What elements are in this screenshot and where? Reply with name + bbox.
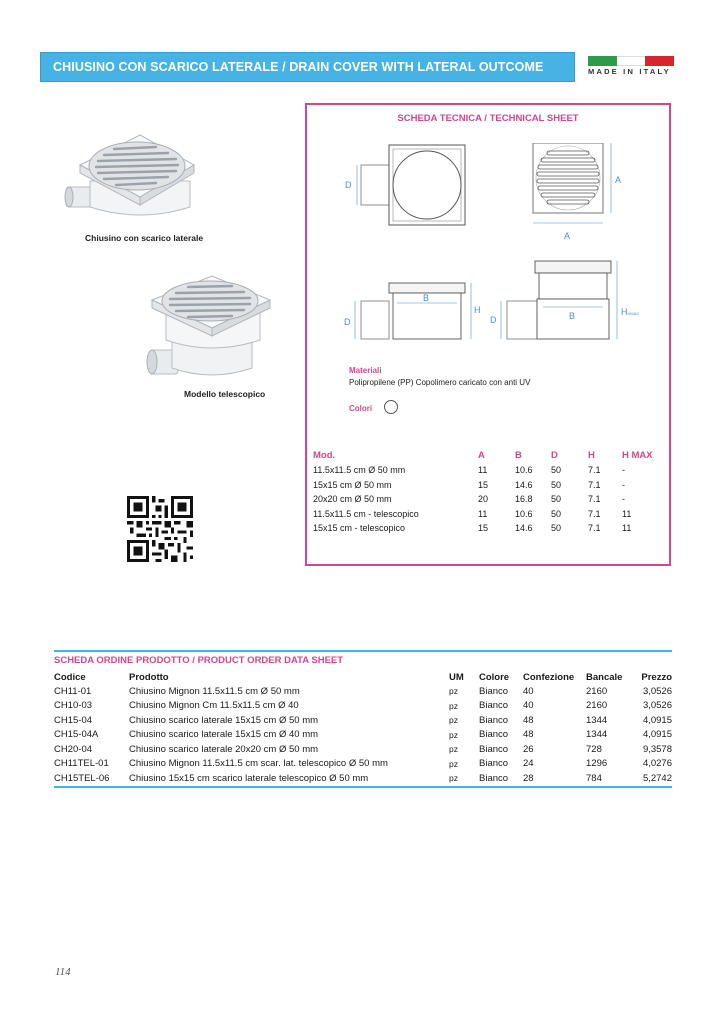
order-cell-code: CH11-01 [54, 685, 92, 697]
order-cell-product: Chiusino Mignon Cm 11.5x11.5 cm Ø 40 [129, 700, 299, 712]
italy-flag-icon [588, 56, 674, 66]
grate-drawing [527, 143, 637, 243]
table-row [54, 757, 672, 772]
spec-cell: 11.5x11.5 cm Ø 50 mm [313, 465, 406, 476]
order-cell-um: pz [449, 744, 458, 755]
spec-cell: 50 [551, 465, 562, 476]
materials-label: Materiali [349, 366, 382, 375]
order-header-code: Codice [54, 671, 86, 683]
order-cell-code: CH20-04 [54, 743, 93, 755]
technical-sheet-panel [305, 103, 671, 566]
order-table-header [54, 670, 672, 684]
dim-label-a-side: A [615, 175, 622, 185]
order-header-color: Colore [479, 671, 510, 683]
order-table [54, 670, 672, 788]
order-cell-pallet: 2160 [586, 700, 608, 712]
order-header-product: Prodotto [129, 671, 169, 683]
dim-label-d-tel: D [490, 315, 497, 325]
spec-header-mod: Mod. [313, 449, 336, 461]
spec-cell: 7.1 [588, 494, 601, 505]
table-row [54, 742, 672, 757]
dim-label-a-bottom: A [564, 231, 571, 241]
order-header-um: UM [449, 671, 464, 683]
materials-value: Polipropilene (PP) Copolimero caricato con anti UV [349, 378, 531, 387]
spec-cell: 11 [622, 508, 632, 519]
order-cell-price: 3,0526 [642, 700, 672, 712]
order-cell-pallet: 784 [586, 772, 602, 784]
order-cell-price: 4,0276 [642, 758, 672, 770]
table-row [313, 463, 662, 478]
spec-header-d: D [551, 449, 558, 461]
spec-cell: 15x15 cm Ø 50 mm [313, 479, 392, 490]
order-cell-pallet: 2160 [586, 685, 608, 697]
dim-label-hmax [621, 307, 639, 317]
order-cell-color: Bianco [479, 743, 509, 755]
order-cell-pack: 24 [523, 758, 534, 770]
order-sheet-title: SCHEDA ORDINE PRODOTTO / PRODUCT ORDER DATA SHEET [54, 650, 672, 670]
spec-cell: 16.8 [515, 494, 533, 505]
order-cell-pallet: 1344 [586, 729, 608, 741]
spec-cell: 15 [478, 479, 489, 490]
spec-cell: 7.1 [588, 508, 601, 519]
dim-label-d: D [345, 180, 352, 190]
order-cell-price: 4,0915 [642, 714, 672, 726]
dim-label-h: H [474, 305, 481, 315]
product-caption-lateral: Chiusino con scarico laterale [85, 233, 204, 243]
spec-cell: 10.6 [515, 508, 533, 519]
order-cell-code: CH15-04A [54, 729, 99, 741]
spec-cell: - [622, 465, 625, 476]
spec-cell: 50 [551, 479, 562, 490]
spec-cell: 14.6 [515, 479, 533, 490]
table-row [54, 699, 672, 714]
spec-cell: 11 [478, 465, 488, 476]
order-cell-color: Bianco [479, 714, 509, 726]
color-swatch-white [384, 400, 398, 414]
order-cell-code: CH15TEL-06 [54, 772, 110, 784]
table-row [313, 478, 662, 493]
order-cell-pack: 40 [523, 685, 534, 697]
order-cell-code: CH11TEL-01 [54, 758, 109, 770]
order-sheet [54, 650, 672, 788]
order-cell-product: Chiusino scarico laterale 20x20 cm Ø 50 mm [129, 743, 319, 755]
order-cell-product: Chiusino scarico laterale 15x15 cm Ø 50 mm [129, 714, 319, 726]
spec-cell: 7.1 [588, 523, 601, 534]
order-cell-price: 5,2742 [642, 772, 672, 784]
order-cell-pack: 48 [523, 714, 534, 726]
table-row [54, 713, 672, 728]
spec-cell: 7.1 [588, 465, 601, 476]
spec-cell: 20x20 cm Ø 50 mm [313, 494, 392, 505]
order-cell-pack: 40 [523, 700, 534, 712]
dim-label-b: B [423, 293, 430, 303]
side-view-drawing [337, 275, 487, 345]
top-view-drawing [337, 135, 477, 235]
spec-table-header [313, 447, 662, 463]
spec-cell: 15 [478, 523, 489, 534]
dim-label-d-side: D [344, 317, 351, 327]
spec-header-b: B [515, 449, 522, 461]
order-header-pallet: Bancale [586, 671, 623, 683]
order-cell-color: Bianco [479, 685, 509, 697]
table-row [313, 492, 662, 507]
order-cell-color: Bianco [479, 700, 509, 712]
order-cell-product: Chiusino Mignon 11.5x11.5 cm scar. lat. telescopico Ø 50 mm [129, 758, 388, 770]
table-row [54, 684, 672, 699]
spec-cell: - [622, 479, 625, 490]
order-cell-color: Bianco [479, 729, 509, 741]
telescopic-view-drawing [487, 253, 647, 348]
order-cell-um: pz [449, 700, 458, 711]
order-cell-product: Chiusino 15x15 cm scarico laterale telescopico Ø 50 mm [129, 772, 369, 784]
spec-cell: 11 [478, 508, 488, 519]
spec-table [313, 447, 662, 536]
order-header-price: Prezzo [641, 671, 672, 683]
spec-cell: 15x15 cm - telescopico [313, 523, 406, 534]
order-cell-pallet: 728 [586, 743, 602, 755]
order-cell-pack: 28 [523, 772, 534, 784]
made-in-italy-label: MADE IN ITALY [588, 67, 671, 76]
technical-sheet-title: SCHEDA TECNICA / TECHNICAL SHEET [397, 113, 579, 124]
order-cell-price: 3,0526 [642, 685, 672, 697]
table-row [54, 771, 672, 787]
order-header-pack: Confezione [523, 671, 575, 683]
order-cell-um: pz [449, 686, 458, 697]
spec-header-hmax: H MAX [622, 449, 653, 461]
order-cell-um: pz [449, 715, 458, 726]
qr-code-icon[interactable] [127, 496, 193, 562]
dim-label-b-tel: B [569, 311, 576, 321]
order-cell-code: CH10-03 [54, 700, 93, 712]
spec-cell: - [622, 494, 625, 505]
spec-cell: 10.6 [515, 465, 533, 476]
page-number: 114 [55, 966, 71, 978]
spec-cell: 11 [622, 523, 632, 534]
spec-cell: 11.5x11.5 cm - telescopico [313, 508, 419, 519]
product-caption-telescopic: Modello telescopico [184, 389, 266, 399]
table-row [313, 507, 662, 522]
spec-cell: 50 [551, 494, 562, 505]
order-cell-um: pz [449, 729, 458, 740]
order-cell-color: Bianco [479, 758, 509, 770]
spec-cell: 50 [551, 523, 562, 534]
order-cell-pallet: 1296 [586, 758, 608, 770]
order-cell-product: Chiusino scarico laterale 15x15 cm Ø 40 mm [129, 729, 319, 741]
spec-header-h: H [588, 449, 595, 461]
dim-label-hmax-sub: HMAX [627, 311, 640, 316]
spec-header-a: A [478, 449, 485, 461]
colors-label: Colori [349, 404, 373, 413]
dim-label-hmax-h: H [621, 307, 628, 317]
table-row [54, 728, 672, 743]
order-cell-pallet: 1344 [586, 714, 608, 726]
order-cell-um: pz [449, 758, 458, 769]
order-cell-pack: 26 [523, 743, 534, 755]
telescopic-drain-image [140, 272, 275, 384]
spec-cell: 50 [551, 508, 562, 519]
order-cell-code: CH15-04 [54, 714, 93, 726]
page-title: CHIUSINO CON SCARICO LATERALE / DRAIN COVER WITH LATERAL OUTCOME [40, 52, 575, 82]
spec-cell: 7.1 [588, 479, 601, 490]
table-row [313, 521, 662, 536]
order-cell-price: 9,3578 [642, 743, 672, 755]
spec-cell: 20 [478, 494, 489, 505]
drain-cover-image [64, 125, 200, 225]
order-cell-product: Chiusino Mignon 11.5x11.5 cm Ø 50 mm [129, 685, 300, 697]
order-cell-price: 4,0915 [642, 729, 672, 741]
order-cell-pack: 48 [523, 729, 534, 741]
order-cell-um: pz [449, 773, 458, 784]
spec-cell: 14.6 [515, 523, 533, 534]
order-cell-color: Bianco [479, 772, 509, 784]
